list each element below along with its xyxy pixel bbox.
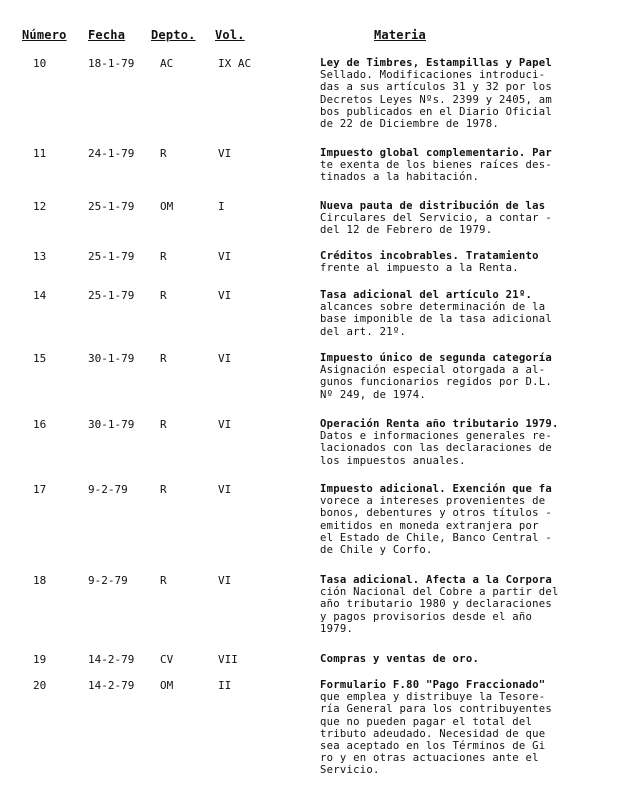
row-fecha: 25-1-79 xyxy=(88,200,135,213)
materia-line: das a sus artículos 31 y 32 por los xyxy=(320,81,552,94)
materia-line: Formulario F.80 "Pago Fraccionado" xyxy=(320,679,546,691)
row-materia xyxy=(320,679,612,777)
row-vol: I xyxy=(218,200,225,213)
materia-line: ro y en otras actuaciones ante el xyxy=(320,752,539,765)
row-materia xyxy=(320,483,612,556)
materia-line: Tasa adicional del artículo 21º. xyxy=(320,289,533,301)
row-vol: II xyxy=(218,679,232,692)
row-fecha: 14-2-79 xyxy=(88,679,135,692)
materia-line: ción Nacional del Cobre a partir del xyxy=(320,586,559,599)
materia-line: emitidos en moneda extranjera por xyxy=(320,519,539,532)
row-fecha: 9-2-79 xyxy=(88,574,128,587)
materia-line: Sellado. Modificaciones introduci- xyxy=(320,69,546,82)
materia-line: ría General para los contribuyentes xyxy=(320,703,552,716)
header-depto: Depto. xyxy=(151,28,196,42)
row-fecha: 24-1-79 xyxy=(88,147,135,160)
materia-line: los impuestos anuales. xyxy=(320,454,466,467)
row-depto: CV xyxy=(160,653,174,666)
row-fecha: 25-1-79 xyxy=(88,289,135,302)
materia-line: tinados a la habitación. xyxy=(320,171,480,184)
materia-line: Servicio. xyxy=(320,764,380,777)
row-depto: R xyxy=(160,574,167,587)
materia-line: que emplea y distribuye la Tesore- xyxy=(320,691,546,704)
row-vol: VI xyxy=(218,147,232,160)
row-fecha: 9-2-79 xyxy=(88,483,128,496)
row-depto: OM xyxy=(160,679,174,692)
header-materia: Materia xyxy=(374,28,426,42)
row-depto: R xyxy=(160,483,167,496)
materia-line: de 22 de Diciembre de 1978. xyxy=(320,118,499,131)
materia-line: frente al impuesto a la Renta. xyxy=(320,262,519,275)
materia-line: vorece a intereses provenientes de xyxy=(320,495,546,508)
row-numero: 12 xyxy=(33,200,47,213)
row-numero: 19 xyxy=(33,653,47,666)
materia-line: sea aceptado en los Términos de Gi xyxy=(320,740,546,753)
row-numero: 15 xyxy=(33,352,47,365)
materia-line: Créditos incobrables. Tratamiento xyxy=(320,250,539,262)
row-numero: 17 xyxy=(33,483,47,496)
materia-line: Tasa adicional. Afecta a la Corpora xyxy=(320,574,552,586)
row-fecha: 30-1-79 xyxy=(88,352,135,365)
row-numero: 18 xyxy=(33,574,47,587)
materia-line: y pagos provisorios desde el año xyxy=(320,610,533,623)
materia-line: base imponible de la tasa adicional xyxy=(320,313,552,326)
row-depto: R xyxy=(160,250,167,263)
row-materia xyxy=(320,574,612,635)
row-numero: 14 xyxy=(33,289,47,302)
row-vol: VII xyxy=(218,653,238,666)
row-depto: R xyxy=(160,289,167,302)
row-depto: OM xyxy=(160,200,174,213)
row-vol: VI xyxy=(218,574,232,587)
materia-line: Nueva pauta de distribución de las xyxy=(320,200,546,212)
row-numero: 10 xyxy=(33,57,47,70)
materia-line: el Estado de Chile, Banco Central - xyxy=(320,531,552,544)
materia-line: Impuesto único de segunda categoría xyxy=(320,352,552,364)
row-materia xyxy=(320,653,612,665)
row-depto: R xyxy=(160,147,167,160)
materia-line: que no pueden pagar el total del xyxy=(320,715,533,728)
row-depto: R xyxy=(160,418,167,431)
row-vol: VI xyxy=(218,250,232,263)
row-numero: 13 xyxy=(33,250,47,263)
row-materia xyxy=(320,250,612,274)
row-depto: AC xyxy=(160,57,174,70)
materia-line: Datos e informaciones generales re- xyxy=(320,430,552,443)
row-vol: IX AC xyxy=(218,57,252,70)
row-numero: 20 xyxy=(33,679,47,692)
materia-line: gunos funcionarios regidos por D.L. xyxy=(320,376,552,389)
row-vol: VI xyxy=(218,483,232,496)
row-vol: VI xyxy=(218,289,232,302)
materia-line: del 12 de Febrero de 1979. xyxy=(320,224,493,237)
row-numero: 11 xyxy=(33,147,47,160)
row-materia xyxy=(320,200,612,237)
materia-line: Decretos Leyes Nºs. 2399 y 2405, am xyxy=(320,93,552,106)
materia-line: Circulares del Servicio, a contar - xyxy=(320,212,552,225)
row-numero: 16 xyxy=(33,418,47,431)
materia-line: tributo adeudado. Necesidad de que xyxy=(320,727,546,740)
materia-line: de Chile y Corfo. xyxy=(320,544,433,557)
materia-line: Ley de Timbres, Estampillas y Papel xyxy=(320,57,552,69)
materia-line: Nº 249, de 1974. xyxy=(320,388,427,401)
header-fecha: Fecha xyxy=(88,28,126,42)
materia-line: Impuesto adicional. Exención que fa xyxy=(320,483,552,495)
materia-line: Asignación especial otorgada a al- xyxy=(320,364,546,377)
row-materia xyxy=(320,352,612,401)
materia-line: Impuesto global complementario. Par xyxy=(320,147,552,159)
header-vol: Vol. xyxy=(215,28,245,42)
row-fecha: 14-2-79 xyxy=(88,653,135,666)
row-materia xyxy=(320,57,612,130)
row-vol: VI xyxy=(218,352,232,365)
materia-line: bos publicados en el Diario Oficial xyxy=(320,105,552,118)
row-materia xyxy=(320,418,612,467)
header-numero: Número xyxy=(22,28,67,42)
row-materia xyxy=(320,289,612,338)
materia-line: 1979. xyxy=(320,622,354,635)
row-vol: VI xyxy=(218,418,232,431)
row-fecha: 18-1-79 xyxy=(88,57,135,70)
materia-line: Operación Renta año tributario 1979. xyxy=(320,418,559,430)
row-depto: R xyxy=(160,352,167,365)
materia-line: del art. 21º. xyxy=(320,325,407,338)
materia-line: Compras y ventas de oro. xyxy=(320,653,480,665)
materia-line: bonos, debentures y otros títulos - xyxy=(320,507,552,520)
row-fecha: 25-1-79 xyxy=(88,250,135,263)
row-fecha: 30-1-79 xyxy=(88,418,135,431)
materia-line: año tributario 1980 y declaraciones xyxy=(320,598,552,611)
row-materia xyxy=(320,147,612,184)
materia-line: alcances sobre determinación de la xyxy=(320,301,546,314)
materia-line: te exenta de los bienes raíces des- xyxy=(320,159,552,172)
materia-line: lacionados con las declaraciones de xyxy=(320,442,552,455)
